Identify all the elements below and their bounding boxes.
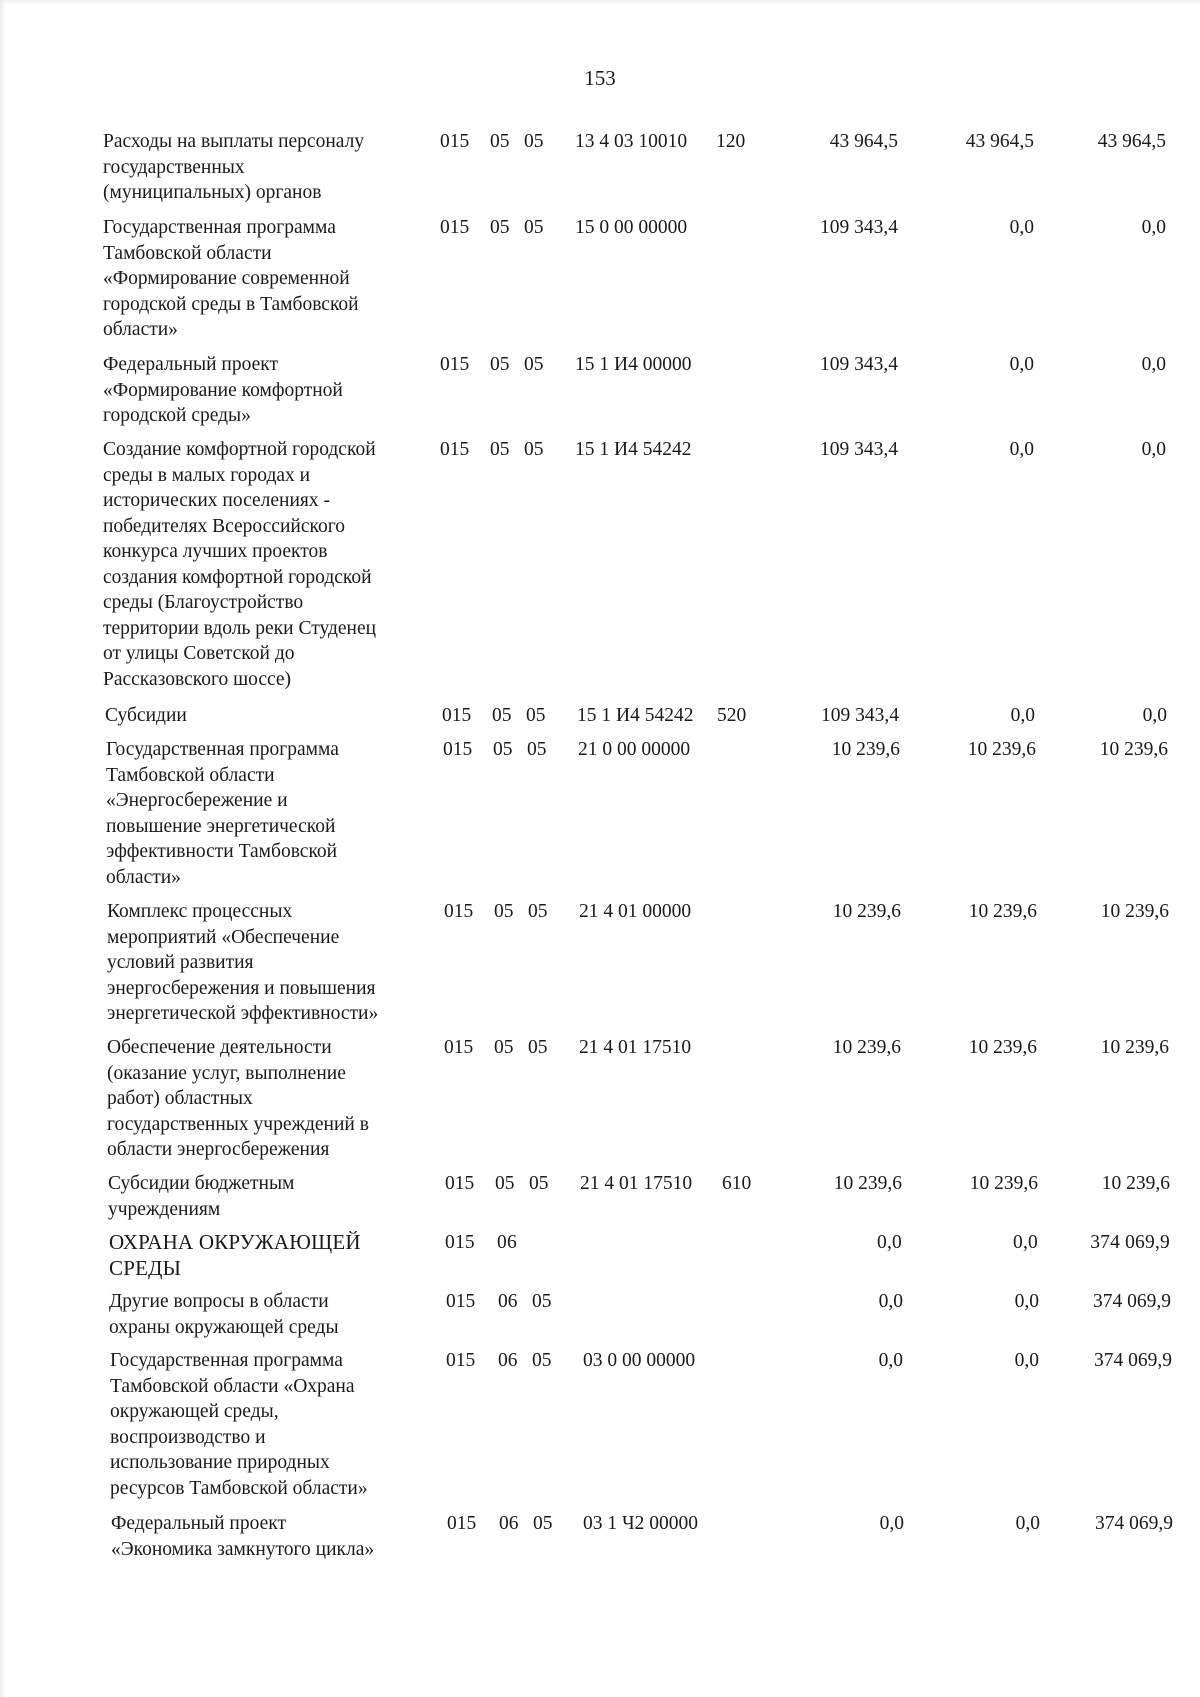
sum-year-3: 0,0 <box>1141 354 1166 375</box>
target-code: 03 1 Ч2 00000 <box>583 1513 699 1534</box>
sum-year-2: 10 239,6 <box>968 1037 1037 1058</box>
expense-type-code: 610 <box>722 1173 752 1194</box>
sum-year-2: 0,0 <box>1009 439 1034 460</box>
ministry-code: 015 <box>440 131 470 152</box>
sum-year-3: 10 239,6 <box>1100 901 1169 922</box>
sum-year-3: 374 069,9 <box>1090 1232 1170 1253</box>
ministry-code: 015 <box>443 739 473 760</box>
sum-year-1: 10 239,6 <box>832 1037 901 1058</box>
sum-year-2: 0,0 <box>1013 1232 1038 1253</box>
section-code: 06 <box>498 1350 518 1371</box>
subsection-code: 05 <box>527 739 547 760</box>
subsection-code: 05 <box>524 439 544 460</box>
row-name: Субсидии <box>105 705 187 726</box>
sum-year-3: 374 069,9 <box>1095 1513 1173 1534</box>
section-code: 05 <box>493 739 513 760</box>
ministry-code: 015 <box>446 1291 476 1312</box>
row-name: Субсидии бюджетным учреждениям <box>108 1173 295 1220</box>
sum-year-3: 0,0 <box>1142 705 1167 726</box>
sum-year-1: 0,0 <box>877 1232 902 1253</box>
ministry-code: 015 <box>442 705 472 726</box>
row-name: Расходы на выплаты персоналу государственных (муниципальных) органов <box>103 131 365 203</box>
sum-year-3: 43 964,5 <box>1097 131 1166 152</box>
section-code: 05 <box>495 1173 515 1194</box>
target-code: 13 4 03 10010 <box>575 131 688 152</box>
sum-year-2: 0,0 <box>1009 354 1034 375</box>
sum-year-2: 0,0 <box>1014 1291 1039 1312</box>
sum-year-1: 109 343,4 <box>820 217 898 238</box>
target-code: 15 0 00 00000 <box>575 217 688 238</box>
sum-year-3: 0,0 <box>1141 439 1166 460</box>
section-code: 06 <box>497 1232 517 1253</box>
ministry-code: 015 <box>446 1350 476 1371</box>
section-code: 05 <box>490 131 510 152</box>
subsection-code: 05 <box>526 705 546 726</box>
row-name: Федеральный проект «Экономика замкнутого цикла» <box>111 1513 375 1560</box>
sum-year-1: 0,0 <box>878 1350 903 1371</box>
ministry-code: 015 <box>444 1037 474 1058</box>
row-name: Комплекс процессных мероприятий «Обеспечение условий развития энергосбережения и повышения энергетической эффективности» <box>107 901 379 1024</box>
section-code: 05 <box>494 901 514 922</box>
row-name: Государственная программа Тамбовской области «Охрана окружающей среды, воспроизводство и использование природных ресурсов Тамбовской области» <box>110 1350 368 1499</box>
sum-year-1: 109 343,4 <box>820 439 898 460</box>
ministry-code: 015 <box>445 1173 475 1194</box>
section-code: 05 <box>492 705 512 726</box>
row-name: ОХРАНА ОКРУЖАЮЩЕЙ СРЕДЫ <box>109 1230 361 1280</box>
sum-year-1: 10 239,6 <box>833 1173 902 1194</box>
sum-year-1: 10 239,6 <box>832 901 901 922</box>
sum-year-2: 10 239,6 <box>967 739 1036 760</box>
target-code: 15 1 И4 54242 <box>575 439 692 460</box>
sum-year-2: 0,0 <box>1014 1350 1039 1371</box>
ministry-code: 015 <box>444 901 474 922</box>
sum-year-2: 10 239,6 <box>969 1173 1038 1194</box>
sum-year-1: 43 964,5 <box>829 131 898 152</box>
subsection-code: 05 <box>533 1513 553 1534</box>
target-code: 15 1 И4 54242 <box>577 705 694 726</box>
target-code: 15 1 И4 00000 <box>575 354 692 375</box>
sum-year-1: 109 343,4 <box>820 354 898 375</box>
section-code: 05 <box>490 217 510 238</box>
subsection-code: 05 <box>529 1173 549 1194</box>
section-code: 05 <box>490 439 510 460</box>
section-code: 06 <box>499 1513 519 1534</box>
target-code: 21 4 01 17510 <box>579 1037 692 1058</box>
section-code: 05 <box>494 1037 514 1058</box>
sum-year-2: 10 239,6 <box>968 901 1037 922</box>
row-name: Государственная программа Тамбовской области «Энергосбережение и повышение энергетической эффективности Тамбовской области» <box>106 739 339 888</box>
sum-year-3: 10 239,6 <box>1100 1037 1169 1058</box>
scan-left-edge <box>0 0 6 1697</box>
subsection-code: 05 <box>528 901 548 922</box>
sum-year-3: 374 069,9 <box>1094 1350 1172 1371</box>
sum-year-2: 0,0 <box>1009 217 1034 238</box>
section-code: 05 <box>490 354 510 375</box>
target-code: 21 4 01 00000 <box>579 901 692 922</box>
expense-type-code: 520 <box>717 705 747 726</box>
page-number: 153 <box>584 66 616 90</box>
row-name: Федеральный проект «Формирование комфортной городской среды» <box>103 354 343 426</box>
scan-top-edge <box>0 0 1200 4</box>
ministry-code: 015 <box>440 217 470 238</box>
target-code: 21 4 01 17510 <box>580 1173 693 1194</box>
sum-year-3: 10 239,6 <box>1099 739 1168 760</box>
sum-year-3: 0,0 <box>1141 217 1166 238</box>
ministry-code: 015 <box>447 1513 477 1534</box>
ministry-code: 015 <box>440 354 470 375</box>
ministry-code: 015 <box>445 1232 475 1253</box>
target-code: 03 0 00 00000 <box>583 1350 696 1371</box>
subsection-code: 05 <box>524 131 544 152</box>
subsection-code: 05 <box>532 1291 552 1312</box>
sum-year-1: 109 343,4 <box>821 705 899 726</box>
subsection-code: 05 <box>532 1350 552 1371</box>
subsection-code: 05 <box>528 1037 548 1058</box>
target-code: 21 0 00 00000 <box>578 739 691 760</box>
expense-type-code: 120 <box>716 131 746 152</box>
sum-year-1: 0,0 <box>879 1513 904 1534</box>
sum-year-3: 10 239,6 <box>1101 1173 1170 1194</box>
row-name: Другие вопросы в области охраны окружающей среды <box>109 1291 339 1338</box>
subsection-code: 05 <box>524 217 544 238</box>
ministry-code: 015 <box>440 439 470 460</box>
section-code: 06 <box>498 1291 518 1312</box>
sum-year-2: 43 964,5 <box>965 131 1034 152</box>
row-name: Создание комфортной городской среды в малых городах и исторических поселениях - победителях Всероссийского конкурса лучших проектов создания комфортной городской среды (Благоустройство территории вдоль реки Студенец от улицы Советской до Рассказовского шоссе) <box>103 439 377 690</box>
row-name: Обеспечение деятельности (оказание услуг, выполнение работ) областных государственных учреждений в области энергосбережения <box>107 1037 369 1160</box>
sum-year-2: 0,0 <box>1010 705 1035 726</box>
subsection-code: 05 <box>524 354 544 375</box>
sum-year-3: 374 069,9 <box>1093 1291 1171 1312</box>
sum-year-1: 0,0 <box>878 1291 903 1312</box>
sum-year-2: 0,0 <box>1015 1513 1040 1534</box>
row-name: Государственная программа Тамбовской области «Формирование современной городской среды в Тамбовской области» <box>103 217 359 340</box>
sum-year-1: 10 239,6 <box>831 739 900 760</box>
